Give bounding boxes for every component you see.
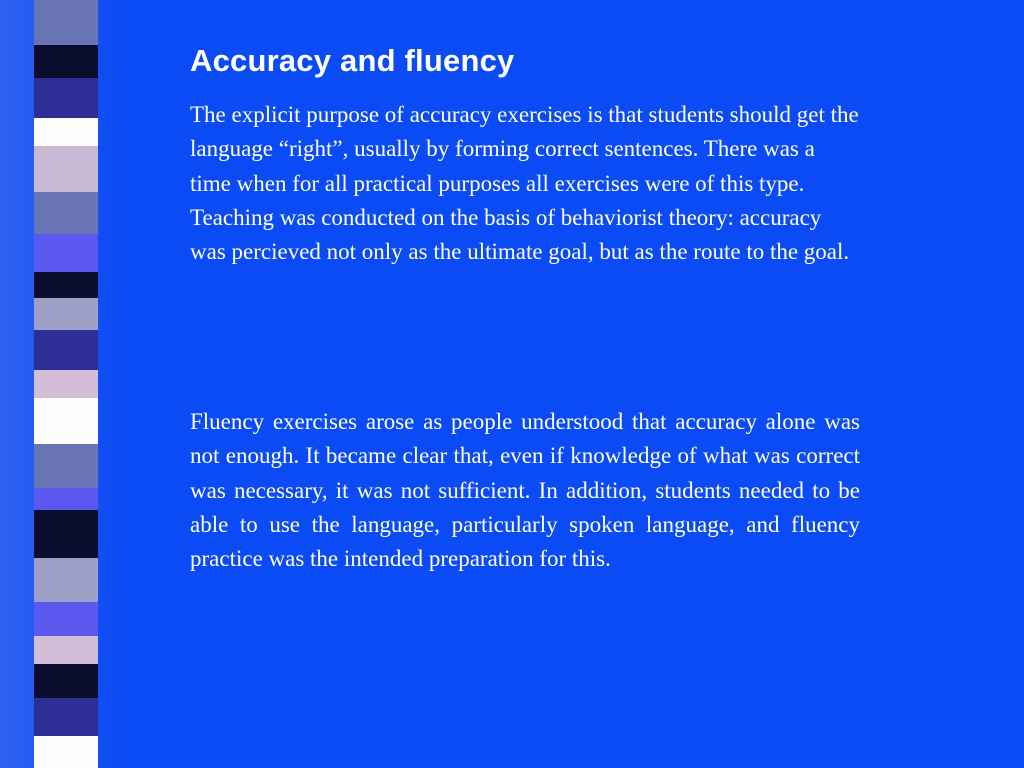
stripe-block [34, 0, 98, 18]
stripe-block [34, 636, 98, 664]
stripe-block [34, 272, 98, 298]
stripe-block [34, 330, 98, 370]
stripe-block [34, 118, 98, 146]
paragraph-fluency: Fluency exercises arose as people understood that accuracy alone was not enough. It became clear that, even if knowledge of what was correct was necessary, it was not sufficient. In addition, students needed to be able to use the language, particularly spoken language, and fluency practice was the intended preparation for this. [190, 409, 860, 572]
stripe-block [34, 45, 98, 78]
stripe-block [34, 444, 98, 488]
content-area [190, 40, 860, 572]
stripe-block [34, 510, 98, 558]
stripe-block [34, 602, 98, 636]
stripe-block [34, 146, 98, 192]
stripe-block [34, 298, 98, 330]
slide-title: Accuracy and fluency [190, 43, 515, 78]
stripe-block [34, 558, 98, 602]
paragraph-accuracy: The explicit purpose of accuracy exercises is that students should get the language “right”, usually by forming correct sentences. There was a time when for all practical purposes all exercises were of this type. Teaching was conducted on the basis of behaviorist theory: accuracy was percieved not only as the ultimate goal, but as the route to the goal. [190, 102, 859, 265]
stripe-block [34, 192, 98, 234]
stripe-block [34, 664, 98, 698]
stripe-block [34, 234, 98, 272]
stripe-block [34, 370, 98, 398]
stripe-block [34, 398, 98, 444]
stripe-block [34, 18, 98, 45]
stripe-block [34, 698, 98, 736]
stripe-block [34, 736, 98, 768]
stripe-block [34, 488, 98, 510]
stripe-block [34, 78, 98, 118]
decorative-stripe-bar [34, 0, 98, 768]
